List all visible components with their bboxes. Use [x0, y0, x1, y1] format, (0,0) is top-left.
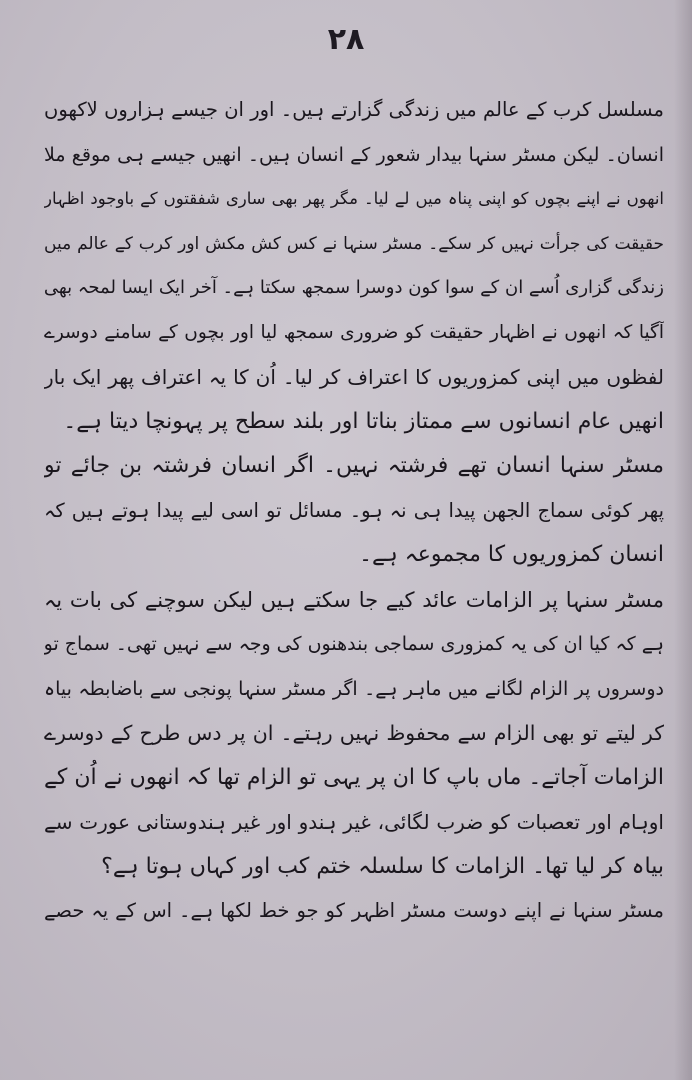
text-line: حقیقت کی جرأت نہیں کر سکے۔ مسٹر سنہا نے کس کش مکش اور کرب کے عالم میں [44, 233, 664, 254]
text-line: انسان۔ لیکن مسٹر سنہا بیدار شعور کے انسان ہیں۔ انھیں جیسے ہی موقع ملا [44, 143, 664, 166]
text-line: لفظوں میں اپنی کمزوریوں کا اعتراف کر لیا۔ اُن کا یہ اعتراف پھر ایک بار [44, 365, 664, 389]
body-text [44, 88, 664, 934]
text-line: ہے کہ کیا ان کی یہ کمزوری سماجی بندھنوں کی وجہ سے نہیں تھی۔ سماج تو [44, 633, 664, 655]
text-line: انسان کمزوریوں کا مجموعہ ہے۔ [359, 542, 664, 567]
page-number: ۲۸ [327, 22, 365, 57]
text-line: بیاہ کر لیا تھا۔ الزامات کا سلسلہ ختم کب اور کہاں ہوتا ہے؟ [101, 853, 664, 879]
text-line: انھیں عام انسانوں سے ممتاز بناتا اور بلند سطح پر پہونچا دیتا ہے۔ [63, 408, 664, 434]
text-line: کر لیتے تو بھی الزام سے محفوظ نہیں رہتے۔ ان پر دس طرح کے دوسرے [44, 721, 664, 745]
text-line: پھر کوئی سماج الجھن پیدا ہی نہ ہو۔ مسائل تو اسی لیے پیدا ہوتے ہیں کہ [44, 498, 664, 522]
text-line: مسٹر سنہا پر الزامات عائد کیے جا سکتے ہیں لیکن سوچنے کی بات یہ [44, 587, 664, 612]
text-line: مسلسل کرب کے عالم میں زندگی گزارتے ہیں۔ اور ان جیسے ہزاروں لاکھوں [44, 98, 664, 121]
text-line: انھوں نے اپنے بچوں کو اپنی پناہ میں لے لیا۔ مگر پھر بھی ساری شفقتوں کے باوجود اظہار [44, 189, 664, 208]
text-line: آگیا کہ انھوں نے اظہار حقیقت کو ضروری سمجھ لیا اور بچوں کے سامنے دوسرے [44, 321, 664, 343]
text-line: الزامات آجاتے۔ ماں باپ کا ان پر یہی تو الزام تھا کہ انھوں نے اُن کے [44, 764, 664, 790]
text-line: مسٹر سنہا انسان تھے فرشتہ نہیں۔ اگر انسان فرشتہ بن جائے تو [44, 453, 664, 478]
text-line: مسٹر سنہا نے اپنے دوست مسٹر اظہر کو جو خط لکھا ہے۔ اس کے یہ حصے [44, 899, 664, 922]
text-line: اوہام اور تعصبات کو ضرب لگائی، غیر ہندو اور غیر ہندوستانی عورت سے [44, 810, 664, 834]
page-edge-shadow [674, 0, 692, 1080]
text-line: دوسروں پر الزام لگانے میں ماہر ہے۔ اگر مسٹر سنہا پونجی سے باضابطہ بیاہ [44, 677, 664, 700]
text-line: زندگی گزاری اُسے ان کے سوا کون دوسرا سمجھ سکتا ہے۔ آخر ایک ایسا لمحہ بھی [44, 277, 664, 298]
